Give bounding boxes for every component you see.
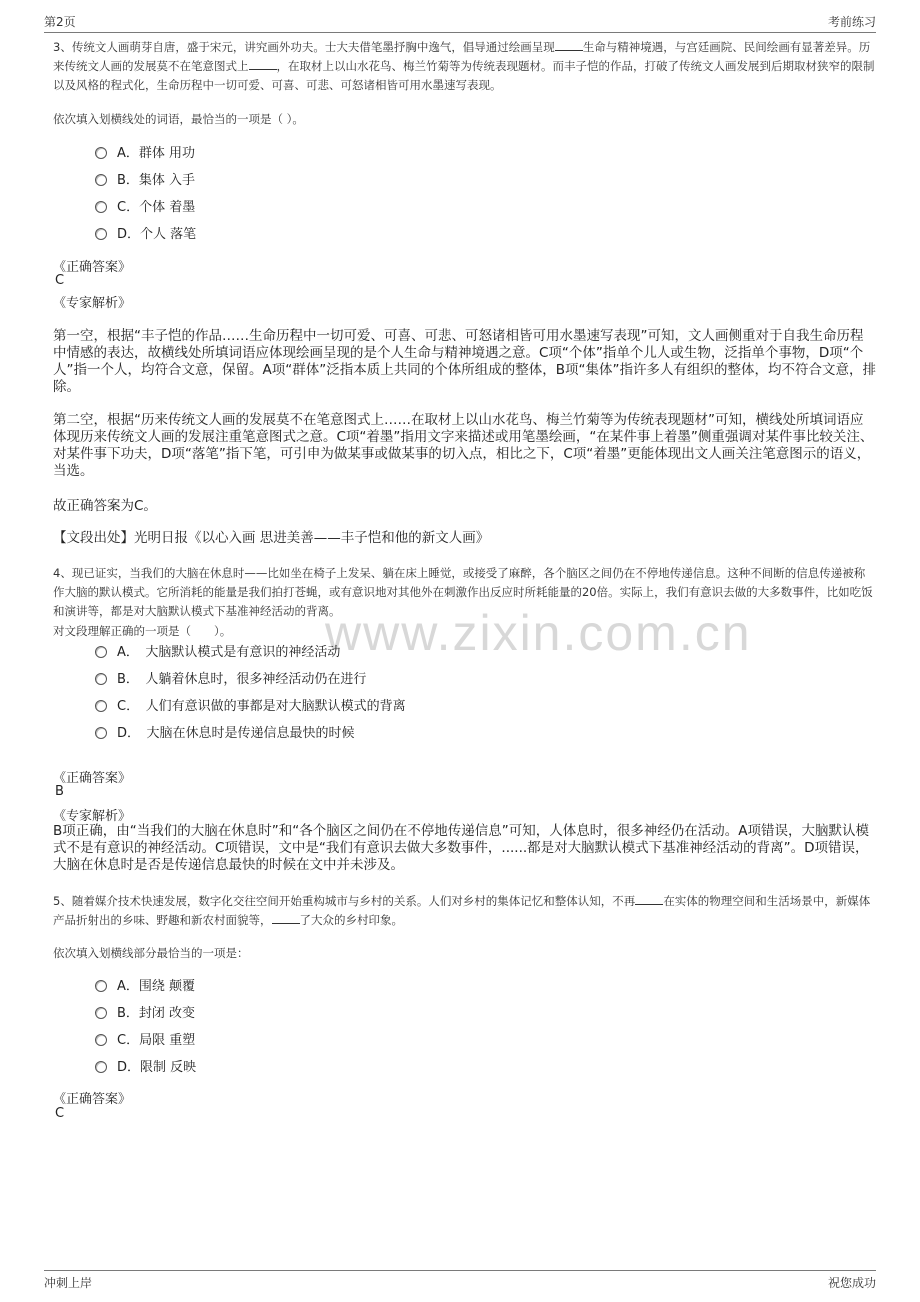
q3-conclusion: 故正确答案为C。 (53, 498, 157, 514)
question-3-prompt: 依次填入划横线处的词语，最恰当的一项是（ ）。 (53, 112, 304, 126)
q3-analysis-label: 《专家解析》 (53, 296, 132, 311)
q3-source: 【文段出处】光明日报《以心入画 思进美善——丰子恺和他的新文人画》 (53, 530, 490, 546)
q3-option-a[interactable]: A．群体 用功 (95, 145, 195, 163)
q5-option-a[interactable]: A．围绕 颠覆 (95, 978, 195, 996)
header-title: 考前练习 (827, 15, 876, 29)
page-number: 第2页 (44, 15, 76, 29)
q4-option-b[interactable]: B． 人躺着休息时，很多神经活动仍在进行 (95, 671, 366, 689)
q4-option-c[interactable]: C． 人们有意识做的事都是对大脑默认模式的背离 (95, 698, 406, 716)
q4-answer-label: 《正确答案》 (53, 771, 132, 786)
footer-left: 冲刺上岸 (44, 1276, 93, 1290)
radio-icon[interactable] (95, 1007, 107, 1019)
q3-analysis-2: 第二空，根据“历来传统文人画的发展莫不在笔意图式上……在取材上以山水花鸟、梅兰竹菊等为传统表现题材”可知，横线处所填词语应体现历来传统文人画的发展注重笔意图式之意。C项“着墨”指用文字来描述或用笔墨绘画，“在某件事上着墨”侧重强调对某件事比较关注、对某件事下功夫，D项“落笔”指下笔，可引申为做某事或做某事的切入点，相比之下，C项“着墨”更能体现出文人画关注笔意图示的语义，当选。 (53, 412, 874, 479)
question-5-stem: 5、随着媒介技术快速发展，数字化交往空间开始重构城市与乡村的关系。人们对乡村的集体记忆和整体认知，不再 在实体的物理空间和生活场景中，新媒体产品折射出的乡味、野趣和新农村面貌等， 了大众的乡村印象。 (53, 894, 871, 927)
radio-icon[interactable] (95, 201, 107, 213)
watermark: www.zixin.com.cn (325, 605, 752, 661)
q5-option-c[interactable]: C．局限 重塑 (95, 1032, 195, 1050)
question-3-stem: 3、传统文人画萌芽自唐，盛于宋元，讲究画外功夫。士大夫借笔墨抒胸中逸气，倡导通过绘画呈现 生命与精神境遇，与宫廷画院、民间绘画有显著差异。历来传统文人画的发展莫不在笔意图式上 ，在取材上以山水花鸟、梅兰竹菊等为传统表现题材。而丰子恺的作品，打破了传统文人画发展到后期取材狭窄的限制以及风格的程式化，生命历程中一切可爱、可喜、可悲、可怒诸相皆可用水墨速写表现。 (53, 40, 875, 92)
q4-analysis-label: 《专家解析》 (53, 809, 132, 824)
q3-answer-label: 《正确答案》 (53, 260, 132, 275)
q3-analysis-1: 第一空，根据“丰子恺的作品……生命历程中一切可爱、可喜、可悲、可怒诸相皆可用水墨速写表现”可知，文人画侧重对于自我生命历程中情感的表达，故横线处所填词语应体现绘画呈现的是个人生命与精神境遇之意。C项“个体”指单个儿人或生物，泛指单个事物，D项“个人”指一个人，均符合文意，保留。A项“群体”泛指本质上共同的个体所组成的整体，B项“集体”指许多人有组织的整体，均不符合文意，排除。 (53, 328, 876, 395)
q3-option-d[interactable]: D．个人 落笔 (95, 226, 196, 244)
radio-icon[interactable] (95, 980, 107, 992)
q3-answer: C (55, 273, 65, 288)
q5-option-b[interactable]: B．封闭 改变 (95, 1005, 195, 1023)
page-footer (44, 1270, 876, 1295)
radio-icon[interactable] (95, 147, 107, 159)
q3-option-c[interactable]: C．个体 着墨 (95, 199, 195, 217)
question-5-prompt: 依次填入划横线部分最恰当的一项是： (53, 946, 249, 960)
question-4-stem: 4、现已证实，当我们的大脑在休息时——比如坐在椅子上发呆、躺在床上睡觉，或接受了麻醉，各个脑区之间仍在不停地传递信息。这种不间断的信息传递被称作大脑的默认模式。它所消耗的能量是我们拍打苍蝇，或有意识地对其他外在刺激作出反应时所耗能量的20倍。实际上，我们有意识去做的大多数事件，比如吃饭和演讲等，都是对大脑默认模式下基准神经活动的背离。 (53, 566, 873, 618)
q5-answer-label: 《正确答案》 (53, 1092, 132, 1107)
q5-option-d[interactable]: D．限制 反映 (95, 1059, 196, 1077)
q4-analysis: B项正确，由“当我们的大脑在休息时”和“各个脑区之间仍在不停地传递信息”可知，人体息时，很多神经仍在活动。A项错误，大脑默认模式不是有意识的神经活动。C项错误，文中是“我们有意识去做大多数事件，......都是对大脑默认模式下基准神经活动的背离”。D项错误，大脑在休息时是否是传递信息最快的时候在文中并未涉及。 (53, 823, 869, 873)
q3-option-b[interactable]: B．集体 入手 (95, 172, 195, 190)
radio-icon[interactable] (95, 228, 107, 240)
q4-option-a[interactable]: A． 大脑默认模式是有意识的神经活动 (95, 644, 340, 662)
radio-icon[interactable] (95, 646, 107, 658)
radio-icon[interactable] (95, 673, 107, 685)
q4-option-d[interactable]: D． 大脑在休息时是传递信息最快的时候 (95, 725, 355, 743)
q5-answer: C (55, 1106, 65, 1121)
q4-answer: B (55, 784, 64, 799)
radio-icon[interactable] (95, 727, 107, 739)
question-4-prompt: 对文段理解正确的一项是（ ）。 (53, 624, 232, 638)
blank-1 (635, 903, 663, 905)
blank-1 (555, 49, 583, 51)
radio-icon[interactable] (95, 174, 107, 186)
footer-right: 祝您成功 (827, 1276, 876, 1290)
blank-2 (249, 68, 277, 70)
radio-icon[interactable] (95, 1061, 107, 1073)
page-header (44, 10, 876, 33)
blank-2 (272, 922, 300, 924)
radio-icon[interactable] (95, 700, 107, 712)
radio-icon[interactable] (95, 1034, 107, 1046)
